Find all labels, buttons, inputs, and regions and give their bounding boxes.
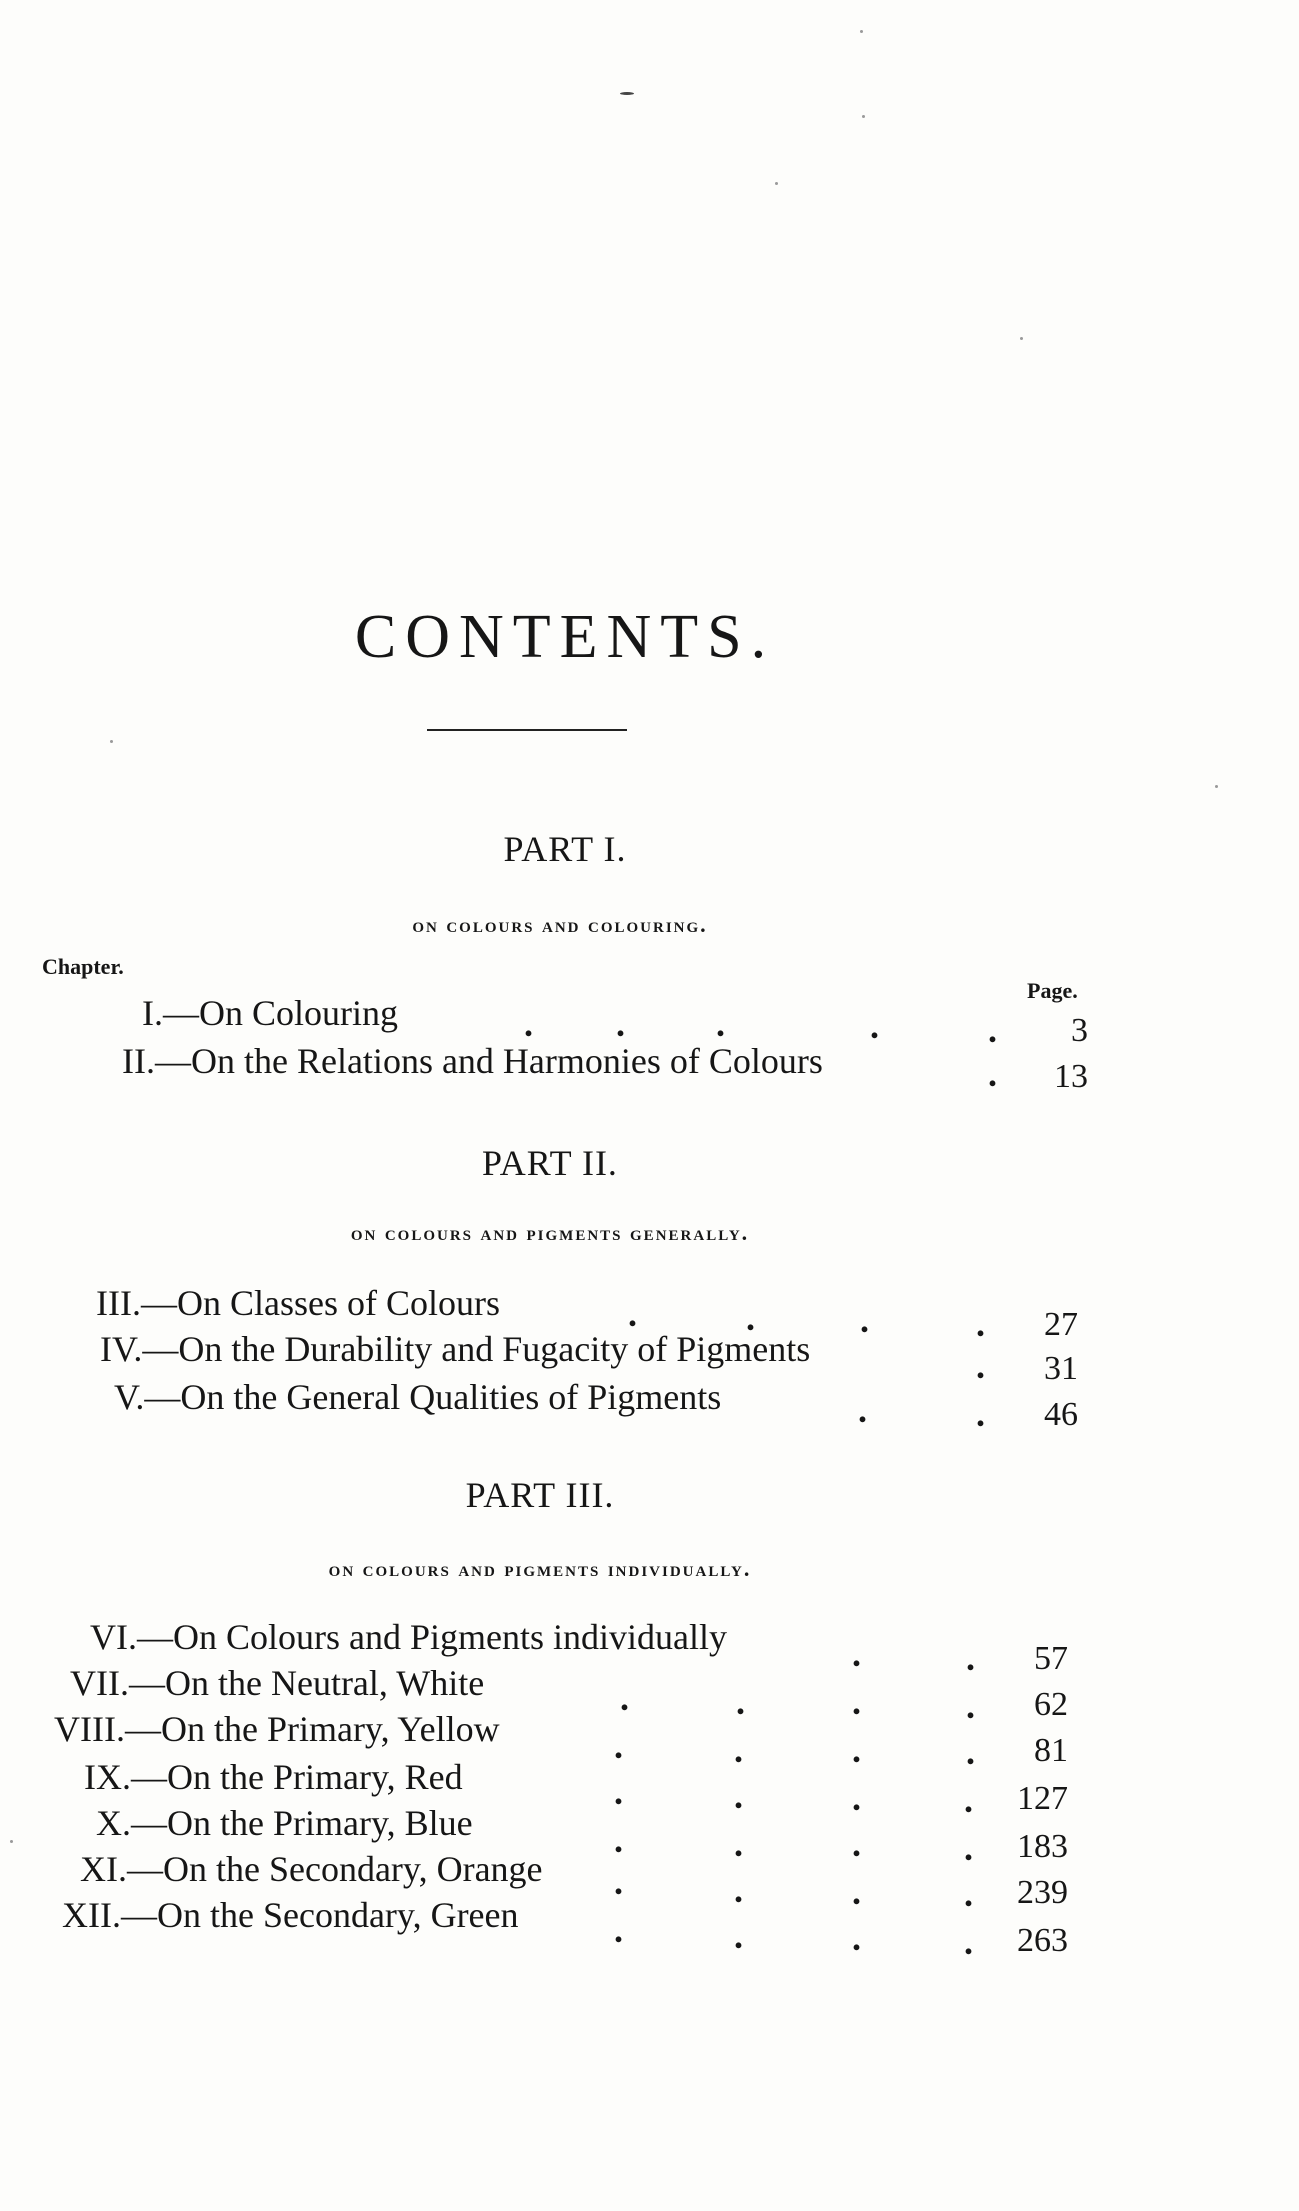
leader-dot: .	[734, 1916, 743, 1956]
chapter-numeral: VIII.	[54, 1709, 125, 1749]
page-number: 46	[1044, 1396, 1078, 1433]
leader-dot: .	[614, 1910, 623, 1950]
leader-dot: .	[966, 1686, 975, 1726]
part-title: PART I.	[503, 829, 627, 869]
toc-entry-chapter-7[interactable]: VII.—On the Neutral, White	[70, 1663, 485, 1703]
scan-speck	[1215, 785, 1218, 788]
chapter-title: On the Primary, Red	[167, 1757, 463, 1797]
page-number: 81	[1034, 1732, 1068, 1769]
chapter-title: On the Secondary, Green	[156, 1895, 519, 1935]
scan-speck	[862, 115, 865, 118]
page-number: 263	[1017, 1922, 1068, 1959]
leader-dot: .	[976, 1304, 985, 1344]
leader-dot: .	[852, 1918, 861, 1958]
toc-entry-chapter-1[interactable]: I.—On Colouring	[142, 993, 399, 1033]
chapter-numeral: X.	[96, 1803, 131, 1843]
chapter-numeral: IX.	[84, 1757, 131, 1797]
chapter-numeral: VII.	[70, 1663, 129, 1703]
leader-dot: .	[616, 1004, 625, 1044]
page-number: 3	[1071, 1012, 1088, 1049]
leader-dot: .	[852, 1872, 861, 1912]
leader-dot: .	[734, 1824, 743, 1864]
toc-entry-chapter-10[interactable]: X.—On the Primary, Blue	[96, 1803, 473, 1843]
chapter-title: On Colouring	[199, 993, 399, 1033]
toc-entry-chapter-8[interactable]: VIII.—On the Primary, Yellow	[54, 1709, 500, 1749]
page-number: 127	[1017, 1780, 1068, 1817]
leader-dot: .	[746, 1298, 755, 1338]
leader-dot: .	[614, 1820, 623, 1860]
leader-dot: .	[620, 1678, 629, 1718]
chapter-numeral: I.	[142, 993, 163, 1033]
leader-dot: .	[988, 1010, 997, 1050]
leader-dot: .	[988, 1054, 997, 1094]
toc-entry-chapter-9[interactable]: IX.—On the Primary, Red	[84, 1757, 463, 1797]
chapter-title: On the Durability and Fugacity of Pigments	[178, 1329, 811, 1369]
chapter-title: On the Primary, Yellow	[160, 1709, 500, 1749]
toc-entry-chapter-3[interactable]: III.—On Classes of Colours	[96, 1283, 500, 1323]
page-column-label: Page.	[1027, 978, 1078, 1003]
contents-heading: CONTENTS.	[354, 602, 776, 671]
leader-dot: .	[966, 1638, 975, 1678]
leader-dot: .	[964, 1828, 973, 1868]
scan-speck	[860, 30, 863, 33]
chapter-title: On the Relations and Harmonies of Colours	[190, 1041, 823, 1081]
chapter-title: On Colours and Pigments individually	[173, 1617, 727, 1657]
leader-dot: .	[716, 1004, 725, 1044]
chapter-numeral: XI.	[80, 1849, 127, 1889]
part-title: PART III.	[465, 1475, 615, 1515]
leader-dot: .	[852, 1682, 861, 1722]
leader-dot: .	[964, 1922, 973, 1962]
part-subtitle: on colours and pigments generally.	[350, 1220, 750, 1245]
leader-dot: .	[852, 1824, 861, 1864]
part-subtitle: on colours and colouring.	[412, 912, 708, 937]
leader-dot: .	[976, 1394, 985, 1434]
chapter-title: On the Neutral, White	[164, 1663, 485, 1703]
page-number: 13	[1054, 1058, 1088, 1095]
chapter-numeral: III.	[96, 1283, 141, 1323]
leader-dot: .	[524, 1004, 533, 1044]
leader-dot: .	[734, 1730, 743, 1770]
part-title: PART II.	[482, 1143, 618, 1183]
leader-dot: .	[852, 1730, 861, 1770]
leader-dot: .	[734, 1776, 743, 1816]
page-number: 62	[1034, 1686, 1068, 1723]
page-number: 57	[1034, 1640, 1068, 1677]
chapter-numeral: V.	[114, 1377, 145, 1417]
heading-rule	[427, 729, 627, 731]
toc-entry-chapter-6[interactable]: VI.—On Colours and Pigments individually	[90, 1617, 727, 1657]
chapter-column-label: Chapter.	[42, 954, 124, 979]
leader-dot: .	[734, 1870, 743, 1910]
scan-speck	[110, 740, 113, 743]
page-number: 31	[1044, 1350, 1078, 1387]
chapter-numeral: VI.	[90, 1617, 137, 1657]
toc-entry-chapter-11[interactable]: XI.—On the Secondary, Orange	[80, 1849, 543, 1889]
leader-dot: .	[736, 1682, 745, 1722]
chapter-numeral: IV.	[100, 1329, 143, 1369]
leader-dot: .	[966, 1732, 975, 1772]
leader-dot: .	[870, 1006, 879, 1046]
leader-dot: .	[614, 1862, 623, 1902]
chapter-title: On the Primary, Blue	[167, 1803, 473, 1843]
leader-dot: .	[852, 1634, 861, 1674]
page-number: 27	[1044, 1306, 1078, 1343]
leader-dot: .	[964, 1780, 973, 1820]
chapter-numeral: XII.	[62, 1895, 121, 1935]
scan-speck	[1020, 337, 1023, 340]
leader-dot: .	[628, 1294, 637, 1334]
leader-dot: .	[964, 1874, 973, 1914]
toc-entry-chapter-4[interactable]: IV.—On the Durability and Fugacity of Pigments	[100, 1329, 811, 1369]
chapter-title: On the Secondary, Orange	[163, 1849, 543, 1889]
chapter-title: On Classes of Colours	[176, 1283, 500, 1323]
leader-dot: .	[860, 1300, 869, 1340]
leader-dot: .	[976, 1346, 985, 1386]
chapter-title: On the General Qualities of Pigments	[180, 1377, 722, 1417]
toc-entry-chapter-5[interactable]: V.—On the General Qualities of Pigments	[114, 1377, 722, 1417]
scan-speck	[620, 92, 634, 95]
leader-dot: .	[858, 1390, 867, 1430]
leader-dot: .	[614, 1772, 623, 1812]
chapter-numeral: II.	[122, 1041, 155, 1081]
toc-entry-chapter-2[interactable]: II.—On the Relations and Harmonies of Colours	[122, 1041, 823, 1081]
scan-speck	[10, 1840, 13, 1843]
part-subtitle: on colours and pigments individually.	[328, 1556, 752, 1581]
page-number: 183	[1017, 1828, 1068, 1865]
leader-dot: .	[852, 1778, 861, 1818]
page-number: 239	[1017, 1874, 1068, 1911]
leader-dot: .	[614, 1726, 623, 1766]
scan-speck	[775, 182, 778, 185]
toc-entry-chapter-12[interactable]: XII.—On the Secondary, Green	[62, 1895, 519, 1935]
